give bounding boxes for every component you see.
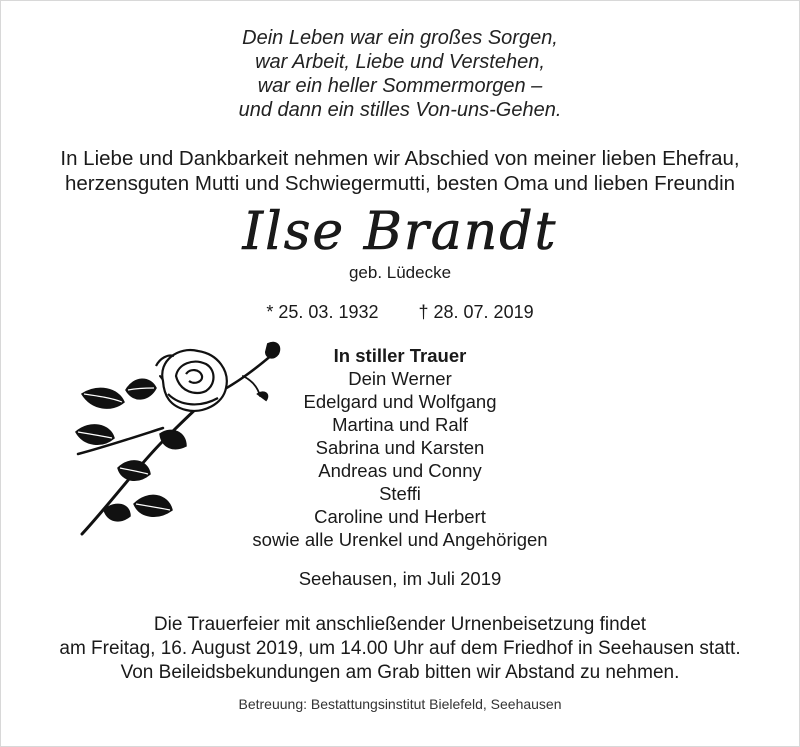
mourner: Edelgard und Wolfgang bbox=[303, 391, 497, 412]
intro-text bbox=[0, 146, 800, 196]
funeral-line: Von Beileidsbekundungen am Grab bitten wir Abstand zu nehmen. bbox=[120, 662, 680, 683]
mourner: Dein Werner bbox=[348, 368, 452, 389]
care-credit: Betreuung: Bestattungsinstitut Bielefeld, Seehausen bbox=[238, 696, 562, 712]
place-date: Seehausen, im Juli 2019 bbox=[298, 568, 502, 589]
funeral-line: Die Trauerfeier mit anschließender Urnenbeisetzung findet bbox=[153, 614, 647, 635]
mourner: Martina und Ralf bbox=[332, 414, 468, 435]
poem bbox=[0, 26, 800, 122]
mourners-list bbox=[200, 344, 600, 551]
mourner: Andreas und Conny bbox=[318, 460, 482, 481]
poem-line: Dein Leben war ein großes Sorgen, bbox=[242, 27, 558, 49]
intro-line: herzensguten Mutti und Schwiegermutti, besten Oma und lieben Freundin bbox=[64, 172, 736, 195]
poem-line: und dann ein stilles Von-uns-Gehen. bbox=[238, 99, 562, 121]
life-dates bbox=[0, 300, 800, 324]
poem-line: war ein heller Sommermorgen – bbox=[257, 75, 543, 97]
poem-line: war Arbeit, Liebe und Verstehen, bbox=[255, 51, 545, 73]
mourners-heading: In stiller Trauer bbox=[333, 345, 467, 366]
birth-date: * 25. 03. 1932 bbox=[266, 302, 379, 322]
intro-line: In Liebe und Dankbarkeit nehmen wir Abschied von meiner lieben Ehefrau, bbox=[60, 147, 740, 170]
funeral-info bbox=[0, 613, 800, 685]
funeral-line: am Freitag, 16. August 2019, um 14.00 Uhr auf dem Friedhof in Seehausen statt. bbox=[59, 638, 741, 659]
maiden-name: geb. Lüdecke bbox=[348, 263, 452, 282]
mourner: Sabrina und Karsten bbox=[315, 437, 485, 458]
mourner: Caroline und Herbert bbox=[314, 506, 486, 527]
deceased-name: Ilse Brandt bbox=[242, 202, 558, 262]
mourner: Steffi bbox=[379, 483, 421, 504]
mourner: sowie alle Urenkel und Angehörigen bbox=[252, 529, 548, 550]
death-date: † 28. 07. 2019 bbox=[418, 302, 534, 322]
